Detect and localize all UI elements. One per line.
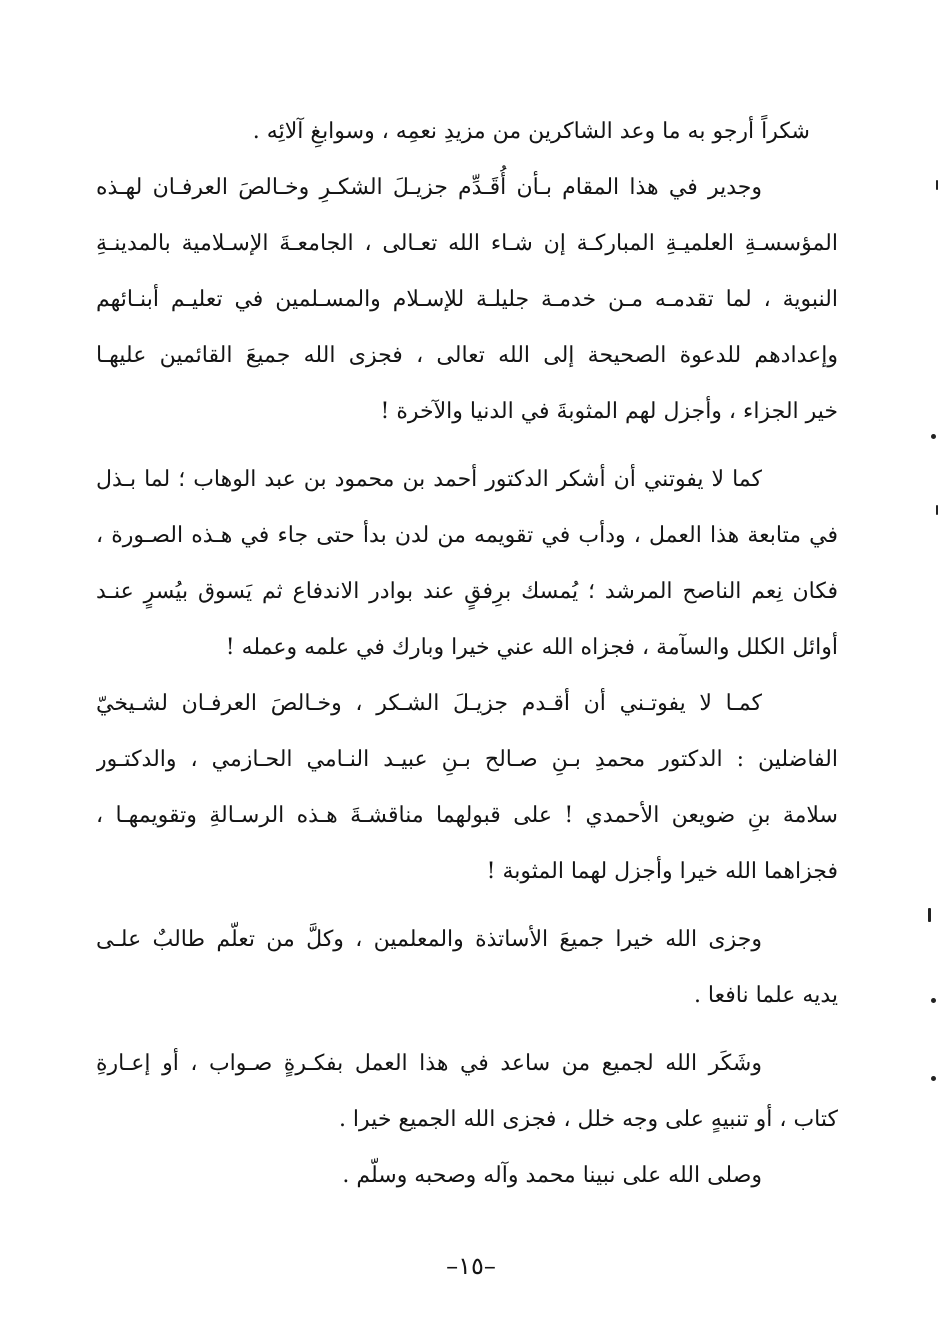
text-line-7: كما لا يفوتني أن أشكر الدكتور أحمد بن محمود بن عبد الوهاب ؛ لما بـذل [96, 467, 762, 492]
text-line-11: كمـا لا يفوتـني أن أقـدم جزيـلَ الشـكر ، وخـالصَ العرفـان لشـيخيّ [96, 691, 762, 716]
text-line-4: النبوية ، لما تقدمـه مـن خدمـة جليلـة للإسـلام والمسـلمين في تعليـم أبنـائهم [96, 287, 838, 312]
scan-speck [936, 180, 938, 190]
text-line-18: كتاب ، أو تنبيهٍ على وجه خلل ، فجزى الله الجميع خيرا . [338, 1107, 838, 1132]
scan-speck [931, 1076, 936, 1081]
text-line-16: يديه علما نافعا . [693, 983, 838, 1008]
page-number: –١٥– [446, 1252, 496, 1280]
scan-speck [931, 434, 936, 439]
text-line-14: فجزاهما الله خيرا وأجزل لهما المثوبة ! [486, 859, 838, 884]
text-line-19: وصلى الله على نبينا محمد وآله وصحبه وسلّم . [342, 1163, 762, 1188]
text-line-2: وجدير في هذا المقام بـأن أُقَـدِّم جزيـلَ الشكـرِ وخـالصَ العرفـان لهـذه [96, 175, 762, 200]
text-line-17: وشَكَر الله لجميع من ساعد في هذا العمل بفكـرةٍ صـواب ، أو إعـارةِ [96, 1051, 762, 1076]
scan-speck [931, 998, 936, 1003]
text-line-9: فكان نِعم الناصح المرشد ؛ يُمسك برِفقٍ عند بوادر الاندفاع ثم يَسوق بيُسرٍ عنـد [96, 579, 838, 604]
text-line-12: الفاضلين : الدكتور محمدِ بـنِ صـالح بـنِ عبيـد النـامي الحـازمي ، والدكتـور [96, 747, 838, 772]
text-line-6: خير الجزاء ، وأجزل لهم المثوبةَ في الدنيا والآخرة ! [380, 399, 838, 424]
text-line-13: سلامة بنِ ضويعن الأحمدي ! على قبولهما مناقشـةَ هـذه الرسـالةِ وتقويمهـا ، [96, 803, 838, 828]
scan-speck [936, 505, 938, 515]
text-line-15: وجزى الله خيرا جميعَ الأساتذة والمعلمين ، وكلَّ من تعلّم طالبٌ علـى [96, 927, 762, 952]
body-text [96, 104, 838, 1204]
text-line-3: المؤسسـةِ العلميـةِ المباركـة إن شـاء الله تعـالى ، الجامعـةَ الإسـلامية بالمدينـةِ [96, 231, 838, 256]
text-line-10: أوائل الكلل والسآمة ، فجزاه الله عني خيرا وبارك في علمه وعمله ! [225, 635, 838, 660]
scan-speck [928, 908, 931, 922]
text-line-8: في متابعة هذا العمل ، ودأب في تقويمه من لدن بدأ حتى جاء في هـذه الصـورة ، [96, 523, 838, 548]
text-line-5: وإعدادهم للدعوة الصحيحة إلى الله تعالى ، فجزى الله جميعَ القائمين عليهـا [96, 343, 838, 368]
text-line-1: شكراً أرجو به ما وعد الشاكرين من مزيدِ نعمِه ، وسوابغِ آلائِه . [252, 119, 810, 144]
